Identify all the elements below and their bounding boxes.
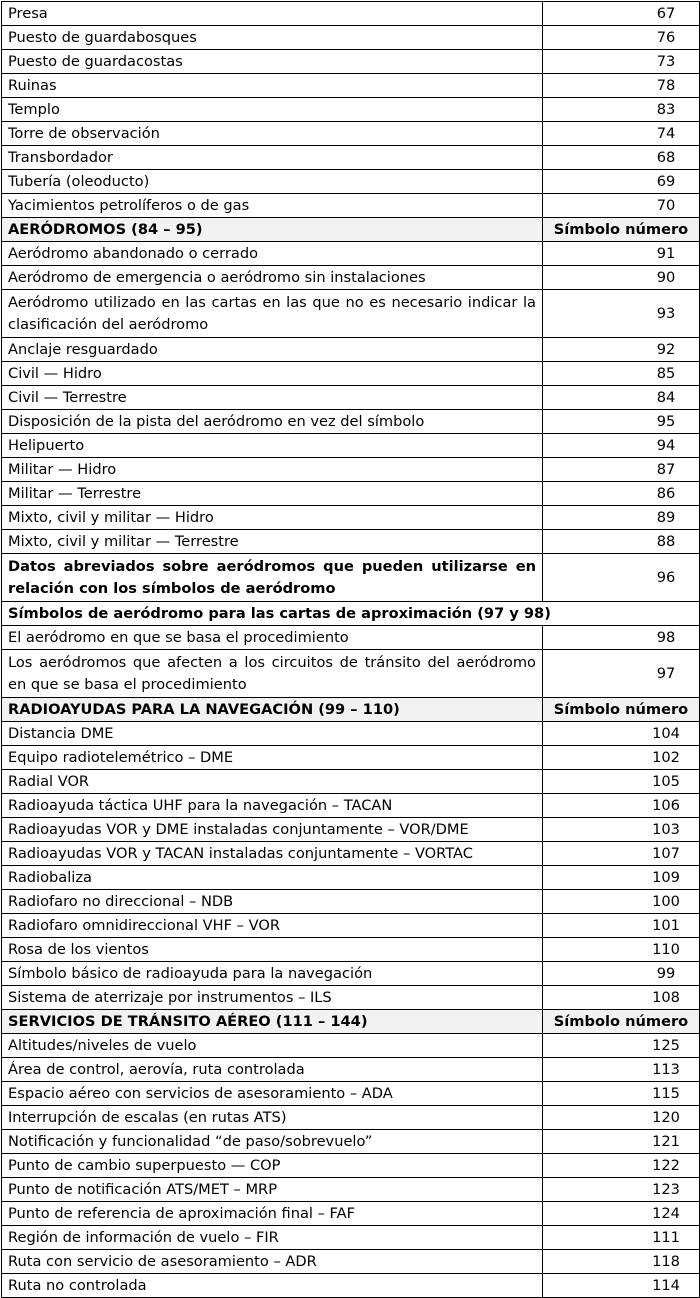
symbol-number: 97 — [543, 650, 700, 698]
symbol-number: 125 — [543, 1034, 700, 1058]
table-row — [2, 554, 700, 602]
symbol-number: 89 — [543, 506, 700, 530]
table-row — [2, 242, 700, 266]
table-row — [2, 1250, 700, 1274]
symbol-number: 90 — [543, 266, 700, 290]
symbol-name: Templo — [2, 98, 543, 122]
table-row — [2, 626, 700, 650]
symbol-name: Civil — Hidro — [2, 362, 543, 386]
section-title: AERÓDROMOS (84 – 95) — [2, 218, 543, 242]
section-header-row — [2, 218, 700, 242]
symbol-name: Interrupción de escalas (en rutas ATS) — [2, 1106, 543, 1130]
symbol-number: 109 — [543, 866, 700, 890]
table-row — [2, 722, 700, 746]
symbol-number: 74 — [543, 122, 700, 146]
symbol-number: 108 — [543, 986, 700, 1010]
symbol-number: 86 — [543, 482, 700, 506]
symbol-name: El aeródromo en que se basa el procedimiento — [2, 626, 543, 650]
symbol-name: Los aeródromos que afecten a los circuitos de tránsito del aeródromo en que se basa el procedimiento — [2, 650, 543, 698]
symbol-name: Yacimientos petrolíferos o de gas — [2, 194, 543, 218]
table-row — [2, 962, 700, 986]
symbol-number: 103 — [543, 818, 700, 842]
table-row — [2, 866, 700, 890]
symbol-number-column-header: Símbolo número — [543, 1010, 700, 1034]
symbol-number: 94 — [543, 434, 700, 458]
symbol-name: Aeródromo abandonado o cerrado — [2, 242, 543, 266]
symbol-name: Sistema de aterrizaje por instrumentos – ILS — [2, 986, 543, 1010]
symbol-name: Militar — Hidro — [2, 458, 543, 482]
symbol-number: 68 — [543, 146, 700, 170]
symbol-number: 120 — [543, 1106, 700, 1130]
symbol-name: Altitudes/niveles de vuelo — [2, 1034, 543, 1058]
table-row — [2, 338, 700, 362]
symbol-number: 93 — [543, 290, 700, 338]
section-title: SERVICIOS DE TRÁNSITO AÉREO (111 – 144) — [2, 1010, 543, 1034]
symbol-number: 95 — [543, 410, 700, 434]
table-row — [2, 1034, 700, 1058]
symbol-name: Aeródromo utilizado en las cartas en las que no es necesario indicar la clasificación del aeródromo — [2, 290, 543, 338]
table-row — [2, 794, 700, 818]
symbol-name: Transbordador — [2, 146, 543, 170]
symbol-number: 121 — [543, 1130, 700, 1154]
table-row — [2, 482, 700, 506]
symbol-name: Mixto, civil y militar — Hidro — [2, 506, 543, 530]
symbol-number-column-header: Símbolo número — [543, 698, 700, 722]
table-row — [2, 746, 700, 770]
symbol-number: 99 — [543, 962, 700, 986]
symbol-name: Radial VOR — [2, 770, 543, 794]
table-row — [2, 506, 700, 530]
symbol-number: 118 — [543, 1250, 700, 1274]
table-row — [2, 362, 700, 386]
symbol-number: 88 — [543, 530, 700, 554]
symbol-number: 84 — [543, 386, 700, 410]
table-row — [2, 1106, 700, 1130]
symbol-name: Radiobaliza — [2, 866, 543, 890]
table-row — [2, 1082, 700, 1106]
table-row — [2, 890, 700, 914]
symbol-number: 111 — [543, 1226, 700, 1250]
symbol-name: Símbolos de aeródromo para las cartas de aproximación (97 y 98) — [2, 602, 700, 626]
table-row — [2, 50, 700, 74]
symbol-number: 114 — [543, 1274, 700, 1298]
symbol-number: 70 — [543, 194, 700, 218]
symbol-number: 92 — [543, 338, 700, 362]
table-row — [2, 1274, 700, 1298]
symbol-name: Aeródromo de emergencia o aeródromo sin instalaciones — [2, 266, 543, 290]
symbol-name: Región de información de vuelo – FIR — [2, 1226, 543, 1250]
table-row — [2, 1226, 700, 1250]
table-row — [2, 1178, 700, 1202]
table-row — [2, 194, 700, 218]
symbol-number: 98 — [543, 626, 700, 650]
table-row — [2, 1058, 700, 1082]
symbol-name: Radiofaro omnidireccional VHF – VOR — [2, 914, 543, 938]
table-row — [2, 770, 700, 794]
symbol-name: Datos abreviados sobre aeródromos que pueden utilizarse en relación con los símbolos de aeródromo — [2, 554, 543, 602]
symbol-number: 123 — [543, 1178, 700, 1202]
symbol-number: 96 — [543, 554, 700, 602]
symbol-number: 106 — [543, 794, 700, 818]
symbols-table-body — [2, 2, 700, 1298]
symbol-name: Rosa de los vientos — [2, 938, 543, 962]
symbol-number: 83 — [543, 98, 700, 122]
table-row — [2, 170, 700, 194]
table-row — [2, 914, 700, 938]
table-row — [2, 1130, 700, 1154]
symbol-number: 104 — [543, 722, 700, 746]
symbol-name: Ruta con servicio de asesoramiento – ADR — [2, 1250, 543, 1274]
symbols-table — [1, 1, 700, 1298]
symbol-number: 124 — [543, 1202, 700, 1226]
table-row — [2, 26, 700, 50]
symbol-name: Radioayudas VOR y DME instaladas conjuntamente – VOR/DME — [2, 818, 543, 842]
symbol-name: Mixto, civil y militar — Terrestre — [2, 530, 543, 554]
symbol-name: Disposición de la pista del aeródromo en vez del símbolo — [2, 410, 543, 434]
table-row — [2, 434, 700, 458]
symbol-name: Punto de referencia de aproximación final – FAF — [2, 1202, 543, 1226]
table-row — [2, 818, 700, 842]
symbol-number: 107 — [543, 842, 700, 866]
symbol-name: Tubería (oleoducto) — [2, 170, 543, 194]
table-row — [2, 530, 700, 554]
symbol-number-column-header: Símbolo número — [543, 218, 700, 242]
table-row — [2, 842, 700, 866]
symbol-number: 102 — [543, 746, 700, 770]
symbol-name: Distancia DME — [2, 722, 543, 746]
symbol-name: Símbolo básico de radioayuda para la navegación — [2, 962, 543, 986]
section-header-row — [2, 698, 700, 722]
table-row — [2, 2, 700, 26]
subsection-header-row — [2, 602, 700, 626]
table-row — [2, 458, 700, 482]
section-title: RADIOAYUDAS PARA LA NAVEGACIÓN (99 – 110) — [2, 698, 543, 722]
symbol-name: Radioayudas VOR y TACAN instaladas conjuntamente – VORTAC — [2, 842, 543, 866]
symbol-name: Punto de cambio superpuesto — COP — [2, 1154, 543, 1178]
symbol-number: 76 — [543, 26, 700, 50]
symbol-number: 100 — [543, 890, 700, 914]
symbol-number: 85 — [543, 362, 700, 386]
symbol-number: 115 — [543, 1082, 700, 1106]
table-row — [2, 938, 700, 962]
symbol-name: Ruta no controlada — [2, 1274, 543, 1298]
table-row — [2, 1154, 700, 1178]
table-row — [2, 290, 700, 338]
table-row — [2, 146, 700, 170]
table-row — [2, 650, 700, 698]
symbol-name: Área de control, aerovía, ruta controlada — [2, 1058, 543, 1082]
symbol-name: Puesto de guardacostas — [2, 50, 543, 74]
symbol-name: Militar — Terrestre — [2, 482, 543, 506]
symbol-name: Radiofaro no direccional – NDB — [2, 890, 543, 914]
symbol-name: Helipuerto — [2, 434, 543, 458]
table-row — [2, 98, 700, 122]
symbol-number: 122 — [543, 1154, 700, 1178]
symbol-number: 69 — [543, 170, 700, 194]
symbol-name: Civil — Terrestre — [2, 386, 543, 410]
symbol-number: 110 — [543, 938, 700, 962]
table-row — [2, 986, 700, 1010]
symbol-name: Torre de observación — [2, 122, 543, 146]
symbol-number: 78 — [543, 74, 700, 98]
symbol-number: 87 — [543, 458, 700, 482]
symbol-name: Radioayuda táctica UHF para la navegación – TACAN — [2, 794, 543, 818]
section-header-row — [2, 1010, 700, 1034]
table-row — [2, 386, 700, 410]
symbol-name: Espacio aéreo con servicios de asesoramiento – ADA — [2, 1082, 543, 1106]
symbol-name: Presa — [2, 2, 543, 26]
table-row — [2, 1202, 700, 1226]
symbol-name: Puesto de guardabosques — [2, 26, 543, 50]
symbol-number: 105 — [543, 770, 700, 794]
symbol-number: 67 — [543, 2, 700, 26]
symbol-name: Ruinas — [2, 74, 543, 98]
symbol-name: Anclaje resguardado — [2, 338, 543, 362]
table-row — [2, 122, 700, 146]
symbol-number: 113 — [543, 1058, 700, 1082]
table-row — [2, 266, 700, 290]
symbol-name: Punto de notificación ATS/MET – MRP — [2, 1178, 543, 1202]
table-row — [2, 410, 700, 434]
table-row — [2, 74, 700, 98]
symbol-name: Equipo radiotelemétrico – DME — [2, 746, 543, 770]
symbol-number: 91 — [543, 242, 700, 266]
symbol-name: Notificación y funcionalidad “de paso/sobrevuelo” — [2, 1130, 543, 1154]
symbol-number: 101 — [543, 914, 700, 938]
symbol-number: 73 — [543, 50, 700, 74]
